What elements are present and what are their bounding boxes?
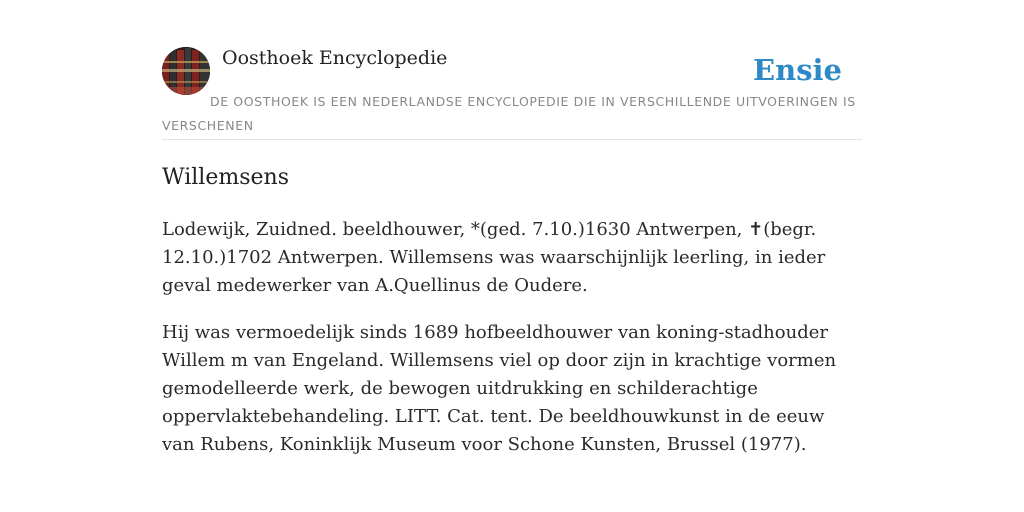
books-icon[interactable]: [162, 47, 210, 95]
site-name[interactable]: Oosthoek Encyclopedie: [222, 47, 448, 69]
site-header: [162, 46, 862, 140]
brand-logo[interactable]: Ensie: [753, 53, 842, 87]
entry-title: Willemsens: [162, 165, 289, 190]
entry-paragraph: Hij was vermoedelijk sinds 1689 hofbeeldhouwer van koning-stadhouder Willem m van Engeland. Willemsens viel op door zijn in krachtige vormen gemodelleerde werk, de bewogen uitdrukking en schilderachtige oppervlaktebehandeling. LITT. Cat. tent. De beeldhouwkunst in de eeuw van Rubens, Koninklijk Museum voor Schone Kunsten, Brussel (1977).: [162, 322, 837, 455]
entry-paragraph: Lodewijk, Zuidned. beeldhouwer, *(ged. 7.10.)1630 Antwerpen, ✝(begr. 12.10.)1702 Antwerpen. Willemsens was waarschijnlijk leerling, in ieder geval medewerker van A.Quellinus de Oudere.: [162, 219, 826, 296]
site-tagline: DE OOSTHOEK IS EEN NEDERLANDSE ENCYCLOPEDIE DIE IN VERSCHILLENDE UITVOERINGEN IS VERSCHENEN: [162, 94, 856, 133]
